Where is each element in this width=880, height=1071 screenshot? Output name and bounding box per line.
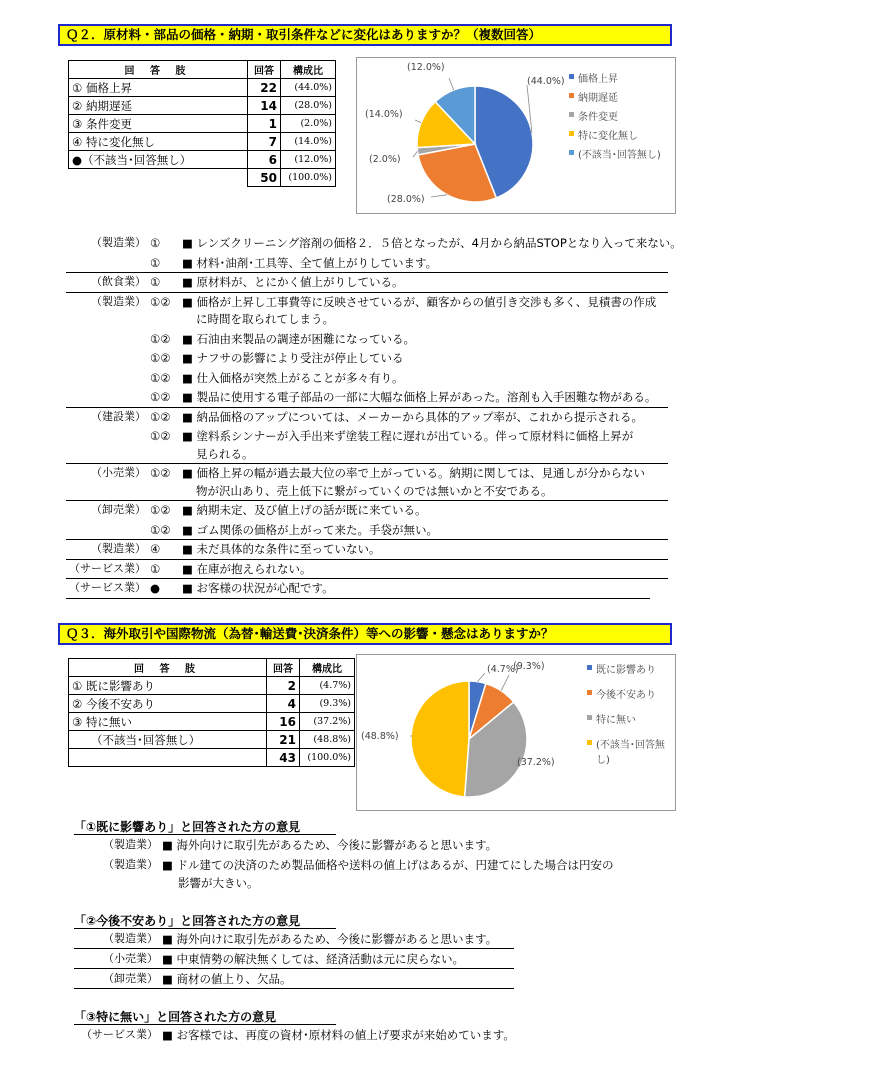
choice-label: ③ 特に無い bbox=[69, 713, 267, 731]
table-header-row bbox=[69, 61, 336, 79]
pie-data-label: (44.0%) bbox=[527, 76, 565, 87]
comment-text: ■ 納品価格のアップについては、メーカーから具体的アップ率が、これから提示される。 bbox=[182, 409, 643, 424]
q3-pie-chart bbox=[356, 654, 676, 811]
comment-text: ■ 価格が上昇し工事費等に反映させているが、顧客からの値引き交渉も多く、見積書の作成 bbox=[182, 294, 657, 309]
answer-code: ①② bbox=[150, 466, 171, 480]
comment-row bbox=[150, 330, 415, 348]
opinion-row-continued bbox=[178, 874, 259, 892]
opinion-text: ■ 商材の値上り、欠品。 bbox=[162, 972, 292, 986]
choice-ratio: (37.2%) bbox=[300, 713, 355, 731]
pie-data-label: (28.0%) bbox=[387, 194, 425, 205]
legend-label: 今後不安あり bbox=[596, 690, 656, 701]
choice-count: 16 bbox=[267, 713, 300, 731]
legend-item bbox=[569, 70, 661, 85]
legend-label: 条件変更 bbox=[578, 112, 618, 123]
leader-line bbox=[478, 673, 485, 682]
opinion-text: ■ お客様では、再度の資材･原材料の値上げ要求が来始めています。 bbox=[162, 1028, 515, 1042]
total-ratio: (100.0%) bbox=[300, 749, 355, 767]
opinion-row bbox=[103, 930, 498, 948]
choice-label: ④ 特に変化無し bbox=[69, 133, 248, 151]
leader-line bbox=[413, 151, 417, 157]
answer-code: ①② bbox=[150, 370, 171, 385]
legend-label: (不該当･回答無し) bbox=[596, 740, 665, 766]
comment-row bbox=[91, 234, 682, 252]
heading-underline bbox=[74, 834, 336, 835]
comment-row bbox=[150, 388, 656, 406]
industry-label: （製造業） bbox=[103, 838, 158, 851]
header-choices: 回 答 肢 bbox=[69, 659, 267, 677]
answer-code: ①② bbox=[150, 294, 171, 309]
table-row bbox=[69, 115, 336, 133]
choice-ratio: (12.0%) bbox=[281, 151, 336, 169]
answer-code: ① bbox=[150, 255, 161, 270]
opinion-row bbox=[103, 970, 292, 988]
comment-text: ■ 在庫が抱えられない。 bbox=[182, 561, 312, 576]
table-row bbox=[69, 695, 355, 713]
choice-count: 14 bbox=[248, 97, 281, 115]
answer-code: ① bbox=[150, 561, 161, 576]
legend-item bbox=[569, 108, 661, 123]
choice-label: ③ 条件変更 bbox=[69, 115, 248, 133]
q2-answer-table bbox=[68, 60, 336, 187]
comment-text: ■ ゴム関係の価格が上がって来た。手袋が無い。 bbox=[182, 522, 439, 537]
choice-ratio: (44.0%) bbox=[281, 79, 336, 97]
comment-row bbox=[91, 464, 646, 482]
legend-item bbox=[587, 661, 673, 676]
table-row bbox=[69, 151, 336, 169]
table-row bbox=[69, 79, 336, 97]
choice-count: 2 bbox=[267, 677, 300, 695]
choice-ratio: (28.0%) bbox=[281, 97, 336, 115]
opinion-text: ■ ドル建ての決済のため製品価格や送料の値上げはあるが、円建てにした場合は円安の bbox=[162, 858, 614, 872]
heading-underline bbox=[74, 1024, 336, 1025]
comment-text: ■ 納期未定、及び値上げの話が既に来ている。 bbox=[182, 503, 427, 517]
comment-text: ■ 石油由来製品の調達が困難になっている。 bbox=[182, 331, 416, 346]
leader-line bbox=[431, 195, 447, 197]
pie-data-label: (12.0%) bbox=[407, 62, 445, 73]
legend-label: 特に無い bbox=[596, 715, 636, 726]
table-row bbox=[69, 731, 355, 749]
industry-label: （建設業） bbox=[91, 409, 146, 423]
pie-data-label: (2.0%) bbox=[369, 154, 401, 165]
opinion-row bbox=[81, 1026, 515, 1044]
q3-answer-table bbox=[68, 658, 355, 767]
answer-code: ①② bbox=[150, 351, 171, 365]
choice-ratio: (48.8%) bbox=[300, 731, 355, 749]
comment-row bbox=[150, 369, 404, 387]
pie-data-label: (48.8%) bbox=[361, 731, 399, 742]
legend-item bbox=[587, 711, 673, 726]
legend-swatch bbox=[587, 665, 592, 670]
comment-row-continued bbox=[196, 445, 254, 463]
choice-count: 6 bbox=[248, 151, 281, 169]
opinion-text: ■ 中東情勢の解決無くしては、経済活動は元に戻らない。 bbox=[162, 952, 465, 966]
comment-text: ■ 材料･油剤･工具等、全て値上がりしています。 bbox=[182, 255, 438, 270]
header-choices: 回 答 肢 bbox=[69, 61, 248, 79]
comment-row bbox=[150, 427, 633, 445]
legend-swatch bbox=[569, 112, 574, 117]
choice-label: （不該当･回答無し） bbox=[69, 731, 267, 749]
opinion-group-heading: 「①既に影響あり」と回答された方の意見 bbox=[74, 820, 301, 834]
comment-row bbox=[91, 408, 643, 426]
answer-code: ● bbox=[150, 581, 161, 595]
choice-count: 1 bbox=[248, 115, 281, 133]
total-count: 43 bbox=[267, 749, 300, 767]
industry-label: （飲食業） bbox=[91, 275, 146, 288]
industry-label: （製造業） bbox=[103, 858, 158, 871]
comment-row bbox=[150, 349, 404, 367]
total-ratio: (100.0%) bbox=[281, 169, 336, 187]
industry-label: （小売業） bbox=[91, 466, 146, 479]
opinion-group-heading: 「②今後不安あり」と回答された方の意見 bbox=[74, 914, 301, 928]
comment-text: ■ 価格上昇の幅が過去最大位の率で上がっている。納期に関しては、見通しが分からない bbox=[182, 466, 646, 480]
comment-row bbox=[91, 273, 404, 291]
comment-row-continued bbox=[196, 482, 553, 500]
opinion-text: ■ 海外向けに取引先があるため、今後に影響があると思います。 bbox=[162, 838, 498, 852]
opinion-row bbox=[103, 856, 614, 874]
legend-item bbox=[587, 686, 673, 701]
answer-code: ①② bbox=[150, 409, 171, 424]
leader-line bbox=[501, 675, 509, 691]
legend-item bbox=[587, 736, 673, 766]
choice-label: ① 既に影響あり bbox=[69, 677, 267, 695]
choice-count: 21 bbox=[267, 731, 300, 749]
comment-text: ■ 仕入価格が突然上がることが多々有り。 bbox=[182, 370, 404, 385]
comment-row-continued bbox=[196, 310, 334, 328]
pie-slice bbox=[411, 681, 469, 797]
legend-label: (不該当･回答無し) bbox=[578, 150, 661, 161]
opinion-row bbox=[103, 836, 498, 854]
answer-code: ①② bbox=[150, 390, 171, 404]
choice-ratio: (9.3%) bbox=[300, 695, 355, 713]
pie-data-label: (14.0%) bbox=[365, 109, 403, 120]
leader-line bbox=[449, 78, 454, 90]
legend-label: 納期遅延 bbox=[578, 93, 618, 104]
opinion-text: ■ 海外向けに取引先があるため、今後に影響があると思います。 bbox=[162, 932, 498, 946]
industry-label: （製造業） bbox=[91, 542, 146, 555]
industry-label: （小売業） bbox=[103, 952, 158, 965]
q2-pie-chart bbox=[356, 57, 676, 214]
pie-data-label: (4.7%) bbox=[487, 664, 519, 675]
header-count: 回答 bbox=[267, 659, 300, 677]
header-ratio: 構成比 bbox=[281, 61, 336, 79]
table-row bbox=[69, 713, 355, 731]
total-count: 50 bbox=[248, 169, 281, 187]
heading-underline bbox=[74, 928, 336, 929]
comment-text: ■ レンズクリーニング溶剤の価格２．５倍となったが、4月から納品STOPとなり入って来ない。 bbox=[182, 236, 682, 250]
comment-row bbox=[91, 501, 427, 519]
choice-ratio: (14.0%) bbox=[281, 133, 336, 151]
opinion-underline bbox=[74, 968, 514, 969]
table-row bbox=[69, 97, 336, 115]
legend-label: 価格上昇 bbox=[578, 74, 618, 85]
answer-code: ①② bbox=[150, 522, 171, 537]
answer-code: ① bbox=[150, 275, 161, 289]
choice-label: ① 価格上昇 bbox=[69, 79, 248, 97]
q2-legend bbox=[569, 70, 661, 165]
answer-code: ① bbox=[150, 236, 161, 250]
legend-item bbox=[569, 146, 661, 161]
industry-label: （製造業） bbox=[91, 236, 146, 249]
opinion-text: 影響が大きい。 bbox=[178, 876, 259, 890]
table-total-row bbox=[69, 169, 336, 187]
header-ratio: 構成比 bbox=[300, 659, 355, 677]
choice-count: 4 bbox=[267, 695, 300, 713]
comment-text: に時間を取られてしまう。 bbox=[196, 312, 334, 326]
legend-item bbox=[569, 127, 661, 142]
industry-label: （卸売業） bbox=[103, 972, 158, 985]
comment-row bbox=[91, 293, 657, 311]
answer-code: ①② bbox=[150, 331, 171, 346]
legend-swatch bbox=[569, 131, 574, 136]
legend-label: 特に変化無し bbox=[578, 131, 638, 142]
choice-count: 7 bbox=[248, 133, 281, 151]
comment-text: ■ 未だ具体的な条件に至っていない。 bbox=[182, 542, 381, 556]
pie-data-label: (37.2%) bbox=[517, 757, 555, 768]
table-total-row bbox=[69, 749, 355, 767]
answer-code: ④ bbox=[150, 542, 161, 556]
opinion-underline bbox=[74, 988, 514, 989]
industry-label: （製造業） bbox=[103, 932, 158, 945]
industry-label: （サービス業） bbox=[69, 561, 146, 575]
legend-swatch bbox=[569, 74, 574, 79]
q3-heading: Ｑ３．海外取引や国際物流（為替･輸送費･決済条件）等への影響・懸念はありますか？ bbox=[58, 623, 672, 645]
table-header-row bbox=[69, 659, 355, 677]
choice-label: ② 納期遅延 bbox=[69, 97, 248, 115]
comment-row bbox=[69, 579, 334, 597]
comment-text: 見られる。 bbox=[196, 446, 254, 461]
comment-row bbox=[150, 254, 437, 272]
comment-text: ■ 製品に使用する電子部品の一部に大幅な価格上昇があった。溶剤も入手困難な物がある。 bbox=[182, 390, 657, 404]
table-row bbox=[69, 677, 355, 695]
choice-label: ●（不該当･回答無し） bbox=[69, 151, 248, 169]
q3-legend bbox=[587, 661, 673, 776]
choice-count: 22 bbox=[248, 79, 281, 97]
choice-ratio: (4.7%) bbox=[300, 677, 355, 695]
choice-label: ② 今後不安あり bbox=[69, 695, 267, 713]
q2-heading: Ｑ２．原材料・部品の価格・納期・取引条件などに変化はありますか？（複数回答） bbox=[58, 24, 672, 46]
pie-data-label: (9.3%) bbox=[513, 661, 545, 672]
answer-code: ①② bbox=[150, 503, 171, 517]
legend-label: 既に影響あり bbox=[596, 665, 656, 676]
opinion-underline bbox=[74, 948, 514, 949]
comment-row bbox=[69, 560, 312, 578]
answer-code: ①② bbox=[150, 429, 171, 443]
leader-line bbox=[415, 120, 421, 123]
legend-item bbox=[569, 89, 661, 104]
industry-label: （製造業） bbox=[91, 294, 146, 308]
comment-row bbox=[150, 521, 438, 539]
industry-label: （サービス業） bbox=[69, 581, 146, 594]
header-count: 回答 bbox=[248, 61, 281, 79]
comment-text: 物が沢山あり、売上低下に繋がっていくのでは無いかと不安である。 bbox=[196, 483, 553, 498]
opinion-row bbox=[103, 950, 465, 968]
legend-swatch bbox=[587, 690, 592, 695]
choice-ratio: (2.0%) bbox=[281, 115, 336, 133]
opinion-group-heading: 「③特に無い」と回答された方の意見 bbox=[74, 1010, 277, 1024]
comment-text: ■ お客様の状況が心配です。 bbox=[182, 581, 334, 595]
comment-text: ■ 原材料が、とにかく値上がりしている。 bbox=[182, 275, 404, 289]
comment-separator bbox=[66, 598, 650, 599]
comment-row bbox=[91, 540, 381, 558]
legend-swatch bbox=[587, 740, 592, 745]
table-row bbox=[69, 133, 336, 151]
comment-text: ■ 塗料系シンナーが入手出来ず塗装工程に遅れが出ている。伴って原材料に価格上昇が bbox=[182, 429, 634, 443]
comment-text: ■ ナフサの影響により受注が停止している bbox=[182, 351, 404, 365]
industry-label: （卸売業） bbox=[91, 503, 146, 516]
legend-swatch bbox=[587, 715, 592, 720]
legend-swatch bbox=[569, 93, 574, 98]
industry-label: （サービス業） bbox=[81, 1028, 158, 1041]
legend-swatch bbox=[569, 150, 574, 155]
